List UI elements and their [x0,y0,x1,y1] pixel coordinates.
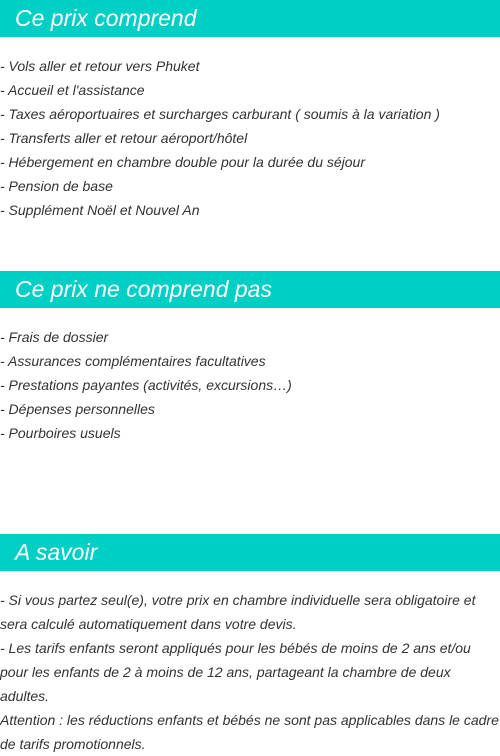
list-item: - Vols aller et retour vers Phuket [0,58,200,74]
excluded-heading: Ce prix ne comprend pas [0,271,500,308]
included-heading: Ce prix comprend [0,0,500,37]
list-item: - Accueil et l'assistance [0,82,145,98]
excluded-section [0,271,500,445]
list-item: - Prestations payantes (activités, excursions…) [0,377,292,393]
list-item: - Pourboires usuels [0,425,121,441]
list-item: - Pension de base [0,178,113,194]
note-paragraph: - Les tarifs enfants seront appliqués pour les bébés de moins de 2 ans et/ou pour les enfants de 2 à moins de 12 ans, partageant la chambre de deux adultes. [0,640,471,704]
list-item: - Supplément Noël et Nouvel An [0,202,200,218]
notes-heading: A savoir [0,534,500,571]
included-section [0,0,500,222]
note-paragraph: Attention : les réductions enfants et bébés ne sont pas applicables dans le cadre de tarifs promotionnels. [0,712,499,752]
excluded-list [0,325,500,445]
list-item: - Transferts aller et retour aéroport/hôtel [0,130,248,146]
note-paragraph: - Si vous partez seul(e), votre prix en chambre individuelle sera obligatoire et sera calculé automatiquement dans votre devis. [0,592,476,632]
list-item: - Frais de dossier [0,329,109,345]
list-item: - Hébergement en chambre double pour la durée du séjour [0,154,366,170]
list-item: - Assurances complémentaires facultatives [0,353,266,369]
list-item: - Taxes aéroportuaires et surcharges carburant ( soumis à la variation ) [0,106,440,122]
notes-section [0,534,500,756]
list-item: - Dépenses personnelles [0,401,155,417]
included-list [0,54,500,222]
